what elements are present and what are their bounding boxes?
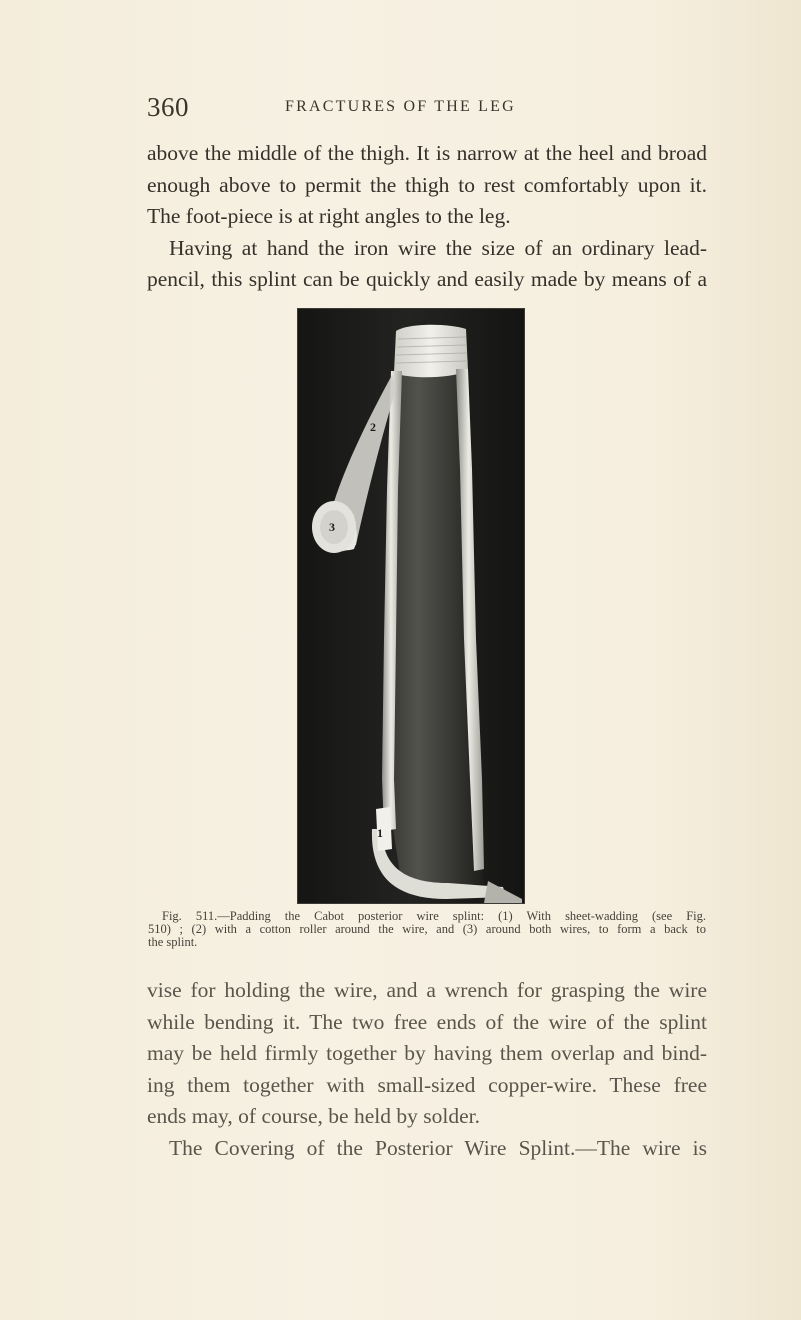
label-3: 3	[329, 520, 335, 534]
text-line: vise for holding the wire, and a wrench for grasping the wire	[147, 978, 707, 1002]
caption-line: Fig. 511.—Padding the Cabot posterior wire splint: (1) With sheet-wadding (see Fig.	[162, 909, 706, 923]
text-line: The Covering of the Posterior Wire Splint.—The wire is	[169, 1135, 707, 1160]
text-line: above the middle of the thigh. It is narrow at the heel and broad	[147, 141, 707, 165]
running-head	[147, 92, 707, 122]
text-line: pencil, this splint can be quickly and easily made by means of a	[147, 267, 707, 291]
figure-caption	[148, 910, 706, 949]
text-line: may be held firmly together by having them overlap and bind-	[147, 1041, 707, 1065]
running-title: FRACTURES OF THE LEG	[285, 98, 516, 115]
caption-line: 510) ; (2) with a cotton roller around the wire, and (3) around both wires, to form a back to	[148, 922, 706, 936]
text-line: ing them together with small-sized copper-wire. These free	[147, 1072, 707, 1097]
text-line: Having at hand the iron wire the size of an ordinary lead-	[169, 235, 707, 260]
label-1: 1	[377, 826, 383, 840]
paragraph-above-figure	[147, 138, 707, 296]
text-line: enough above to permit the thigh to rest comfortably upon it.	[147, 172, 707, 197]
paragraph-below-figure	[147, 975, 707, 1164]
text-line: while bending it. The two free ends of the wire of the splint	[147, 1009, 707, 1034]
label-2: 2	[370, 420, 376, 434]
splint-photograph	[297, 308, 525, 904]
splint-illustration	[298, 309, 524, 903]
text-line: The foot-piece is at right angles to the leg.	[147, 204, 511, 228]
caption-line: the splint.	[148, 935, 198, 949]
text-line: ends may, of course, be held by solder.	[147, 1104, 480, 1128]
page-number: 360	[147, 92, 189, 122]
